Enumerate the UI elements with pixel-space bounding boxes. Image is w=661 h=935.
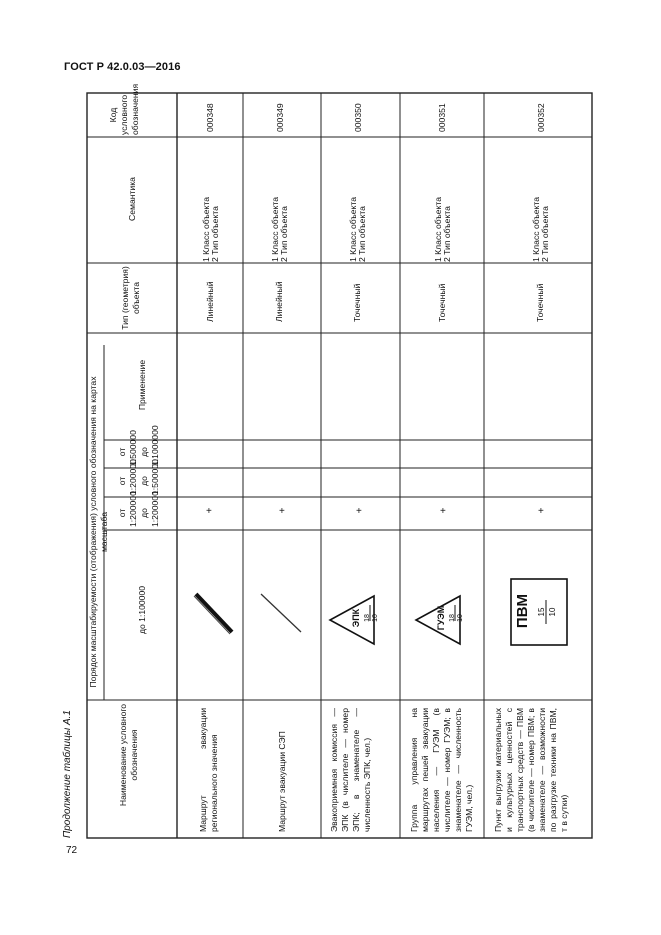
sign-denominator: 10 [457,614,464,622]
row-name: Группа управления на маршрутах пешей эвакуации населения — ГУЭМ (в числителе — номер ГУЭМ; в знаменателе — численность ГУЭМ, чел.) [409,708,474,832]
row-name: Эвакоприемная комиссия — ЭПК (в числителе — номер ЭПК; в знаменателе — численность ЭПК, чел.) [329,708,372,832]
sign-label: ЭПК [351,608,361,628]
semantics-1: 1 Класс объекта [531,197,541,262]
semantics-1: 1 Класс объекта [270,197,280,262]
semantics-2: 2 Тип объекта [279,206,289,262]
page-number: 72 [66,845,78,856]
object-type: Линейный [205,281,215,322]
object-type: Точечный [535,283,545,322]
header-scale-3: от 1:200000 до 1:500000 [117,459,160,495]
scale-mark: + [538,506,544,517]
header-scale-1: до 1:100000 [137,585,147,635]
sign-numerator: 15 [537,607,546,617]
thin-line-icon [257,588,307,638]
object-code: 000349 [275,103,285,132]
object-type: Линейный [274,281,284,322]
semantics-1: 1 Класс объекта [201,197,211,262]
header-type: Тип (геометрия) объекта [120,266,141,330]
scale-mark: + [356,506,362,517]
table-continuation-caption: Продолжение таблицы А.1 [62,710,73,838]
header-application: Применение [137,359,147,411]
sign-denominator: 10 [372,614,379,622]
scale-mark: + [440,506,446,517]
header-scale-2: от 1:200000 до 1:200000 [117,491,160,527]
header-semantics: Семантика [127,177,137,221]
row-name: Маршрут эвакуации СЭП [277,731,287,832]
row-name: Пункт выгрузки материальных и культурных ценностей с транспортных средств — ПВМ (в числителе — номер ПВМ; в знаменателе — возможности по разгрузке техники на ПВМ, т в сутки) [493,708,569,832]
semantics-1: 1 Класс объекта [348,197,358,262]
object-code: 000352 [536,103,546,132]
object-code: 000351 [437,103,447,132]
object-code: 000350 [353,103,363,132]
semantics-2: 2 Тип объекта [210,206,220,262]
scale-mark: + [279,506,285,517]
row-name: Маршрут эвакуации регионального значения [198,708,219,832]
object-code: 000348 [205,103,215,132]
semantics-2: 2 Тип объекта [357,206,367,262]
document-header: ГОСТ Р 42.0.03—2016 [64,61,181,73]
header-scale-group: Порядок масштабируемости (отображения) условного обозначения на картах масштаба [88,376,109,688]
sign-denominator: 10 [548,607,557,617]
header-scale-4: от 1:500000 до 1:1000000 [117,425,160,466]
semantics-2: 2 Тип объекта [442,206,452,262]
thick-line-icon [190,590,240,640]
sign-label: ПВМ [514,593,531,629]
scale-mark: + [206,506,212,517]
sign-numerator: 18 [364,614,371,622]
object-type: Точечный [437,283,447,322]
header-name: Наименование условного обозначения [118,703,139,807]
sign-label: ГУЭМ [436,605,446,631]
semantics-2: 2 Тип объекта [540,206,550,262]
object-type: Точечный [352,283,362,322]
sign-numerator: 18 [449,614,456,622]
header-code: Код условного обозначения [108,83,140,135]
semantics-1: 1 Класс объекта [433,197,443,262]
